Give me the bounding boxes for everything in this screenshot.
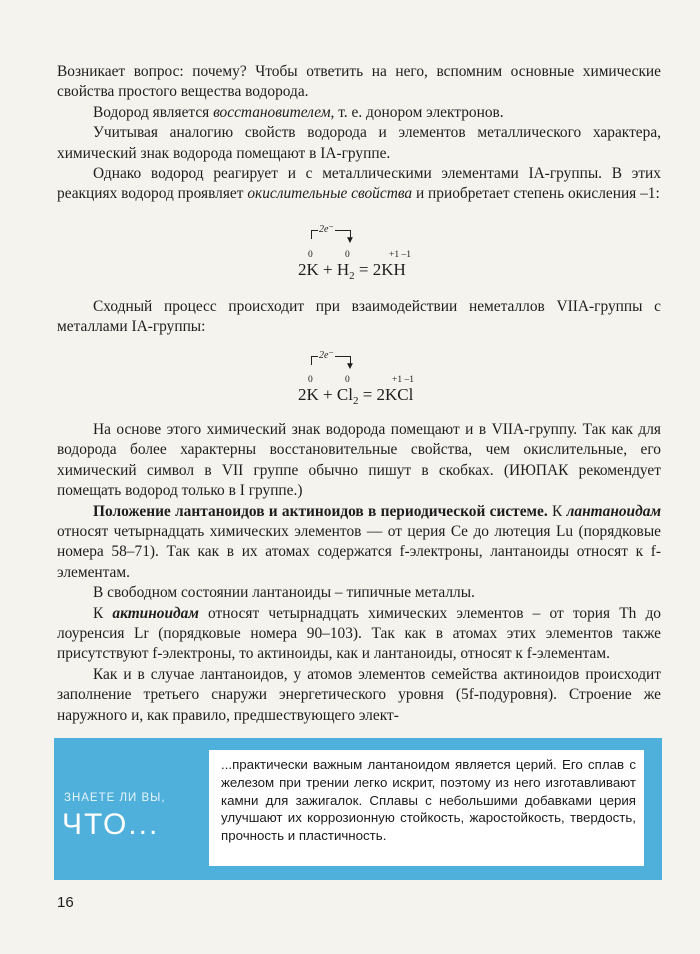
oxidation-state: 0 — [345, 375, 350, 385]
did-you-know-title: ЧТО... — [62, 808, 160, 841]
did-you-know-box — [54, 738, 662, 880]
electron-transfer-label: 2e⁻ — [319, 350, 334, 361]
equation-text: $2K + H_2 = 2KH$ — [298, 260, 406, 282]
arrow-down-icon: ▼ — [345, 235, 355, 246]
paragraph: Водород является восстановителем, т. е. донором электронов. — [93, 103, 504, 121]
paragraph: Однако водород реагирует и с металлическими элементами IA-группы. В этих реакциях водород проявляет окислительные свойства и приобретает степень окисления –1: — [57, 165, 661, 203]
paragraph: Как и в случае лантаноидов, у атомов элементов семейства актиноидов происходит заполнение третьего снаружи энергетического уровня (5f-подуровня). Строение же наружного и, как правило, предшествующего элект- — [57, 665, 661, 724]
oxidation-state: 0 — [308, 375, 313, 385]
paragraph: Учитывая аналогию свойств водорода и элементов металлического характера, химический знак водорода помещают в IA-группе. — [57, 124, 661, 162]
oxidation-state: 0 — [345, 250, 350, 260]
oxidation-state: +1 –1 — [389, 250, 411, 260]
paragraph: В свободном состоянии лантаноиды – типичные металлы. — [93, 584, 475, 602]
equation-text: $2K + Cl_2 = 2KCl$ — [298, 385, 414, 407]
text-block-2 — [57, 297, 661, 338]
paragraph: На основе этого химический знак водорода помещают и в VIIA-группу. Так как для водорода более характерны восстановительные свойства, чем окислительные, его химический символ в VII группе обычно пишут в скобках. (ИЮПАК рекомендует помещать водород только в I группе.) — [57, 421, 661, 500]
paragraph: К актиноидам относят четырнадцать химических элементов – от тория Th до лоуренсия Lr (порядковые номера 90–103). Так как в атомах этих элементов также присутствуют f-электроны, то актиноиды, как и лантаноиды, относят к f-элементам. — [57, 604, 661, 663]
paragraph: Сходный процесс происходит при взаимодействии неметаллов VIIA-группы с металлами IA-группы: — [57, 298, 661, 336]
page-number: 16 — [57, 894, 74, 911]
text-block-3 — [57, 420, 661, 726]
did-you-know-text: ...практически важным лантаноидом является церий. Его сплав с железом при трении легко искрит, поэтому из него изготавливают камни для зажигалок. Сплавы с небольшими добавками церия улучшают их коррозионную стойкость, жаростойкость, твердость, прочность и пластичность. — [209, 750, 644, 866]
oxidation-state: +1 –1 — [392, 375, 414, 385]
oxidation-state: 0 — [308, 250, 313, 260]
arrow-down-icon: ▼ — [345, 361, 355, 372]
paragraph: Возникает вопрос: почему? Чтобы ответить на него, вспомним основные химические свойства простого вещества водорода. — [57, 63, 661, 101]
paragraph: Положение лантаноидов и актиноидов в периодической системе. К лантаноидам относят четырнадцать химических элементов — от церия Ce до лютеция Lu (порядковые номера 58–71). Так как в их атомах содержатся f-электроны, лантаноиды относят к f-элементам. — [57, 502, 661, 581]
text-block-1 — [57, 62, 661, 205]
electron-transfer-label: 2e⁻ — [319, 224, 334, 235]
did-you-know-label: ЗНАЕТЕ ЛИ ВЫ, — [64, 792, 166, 804]
